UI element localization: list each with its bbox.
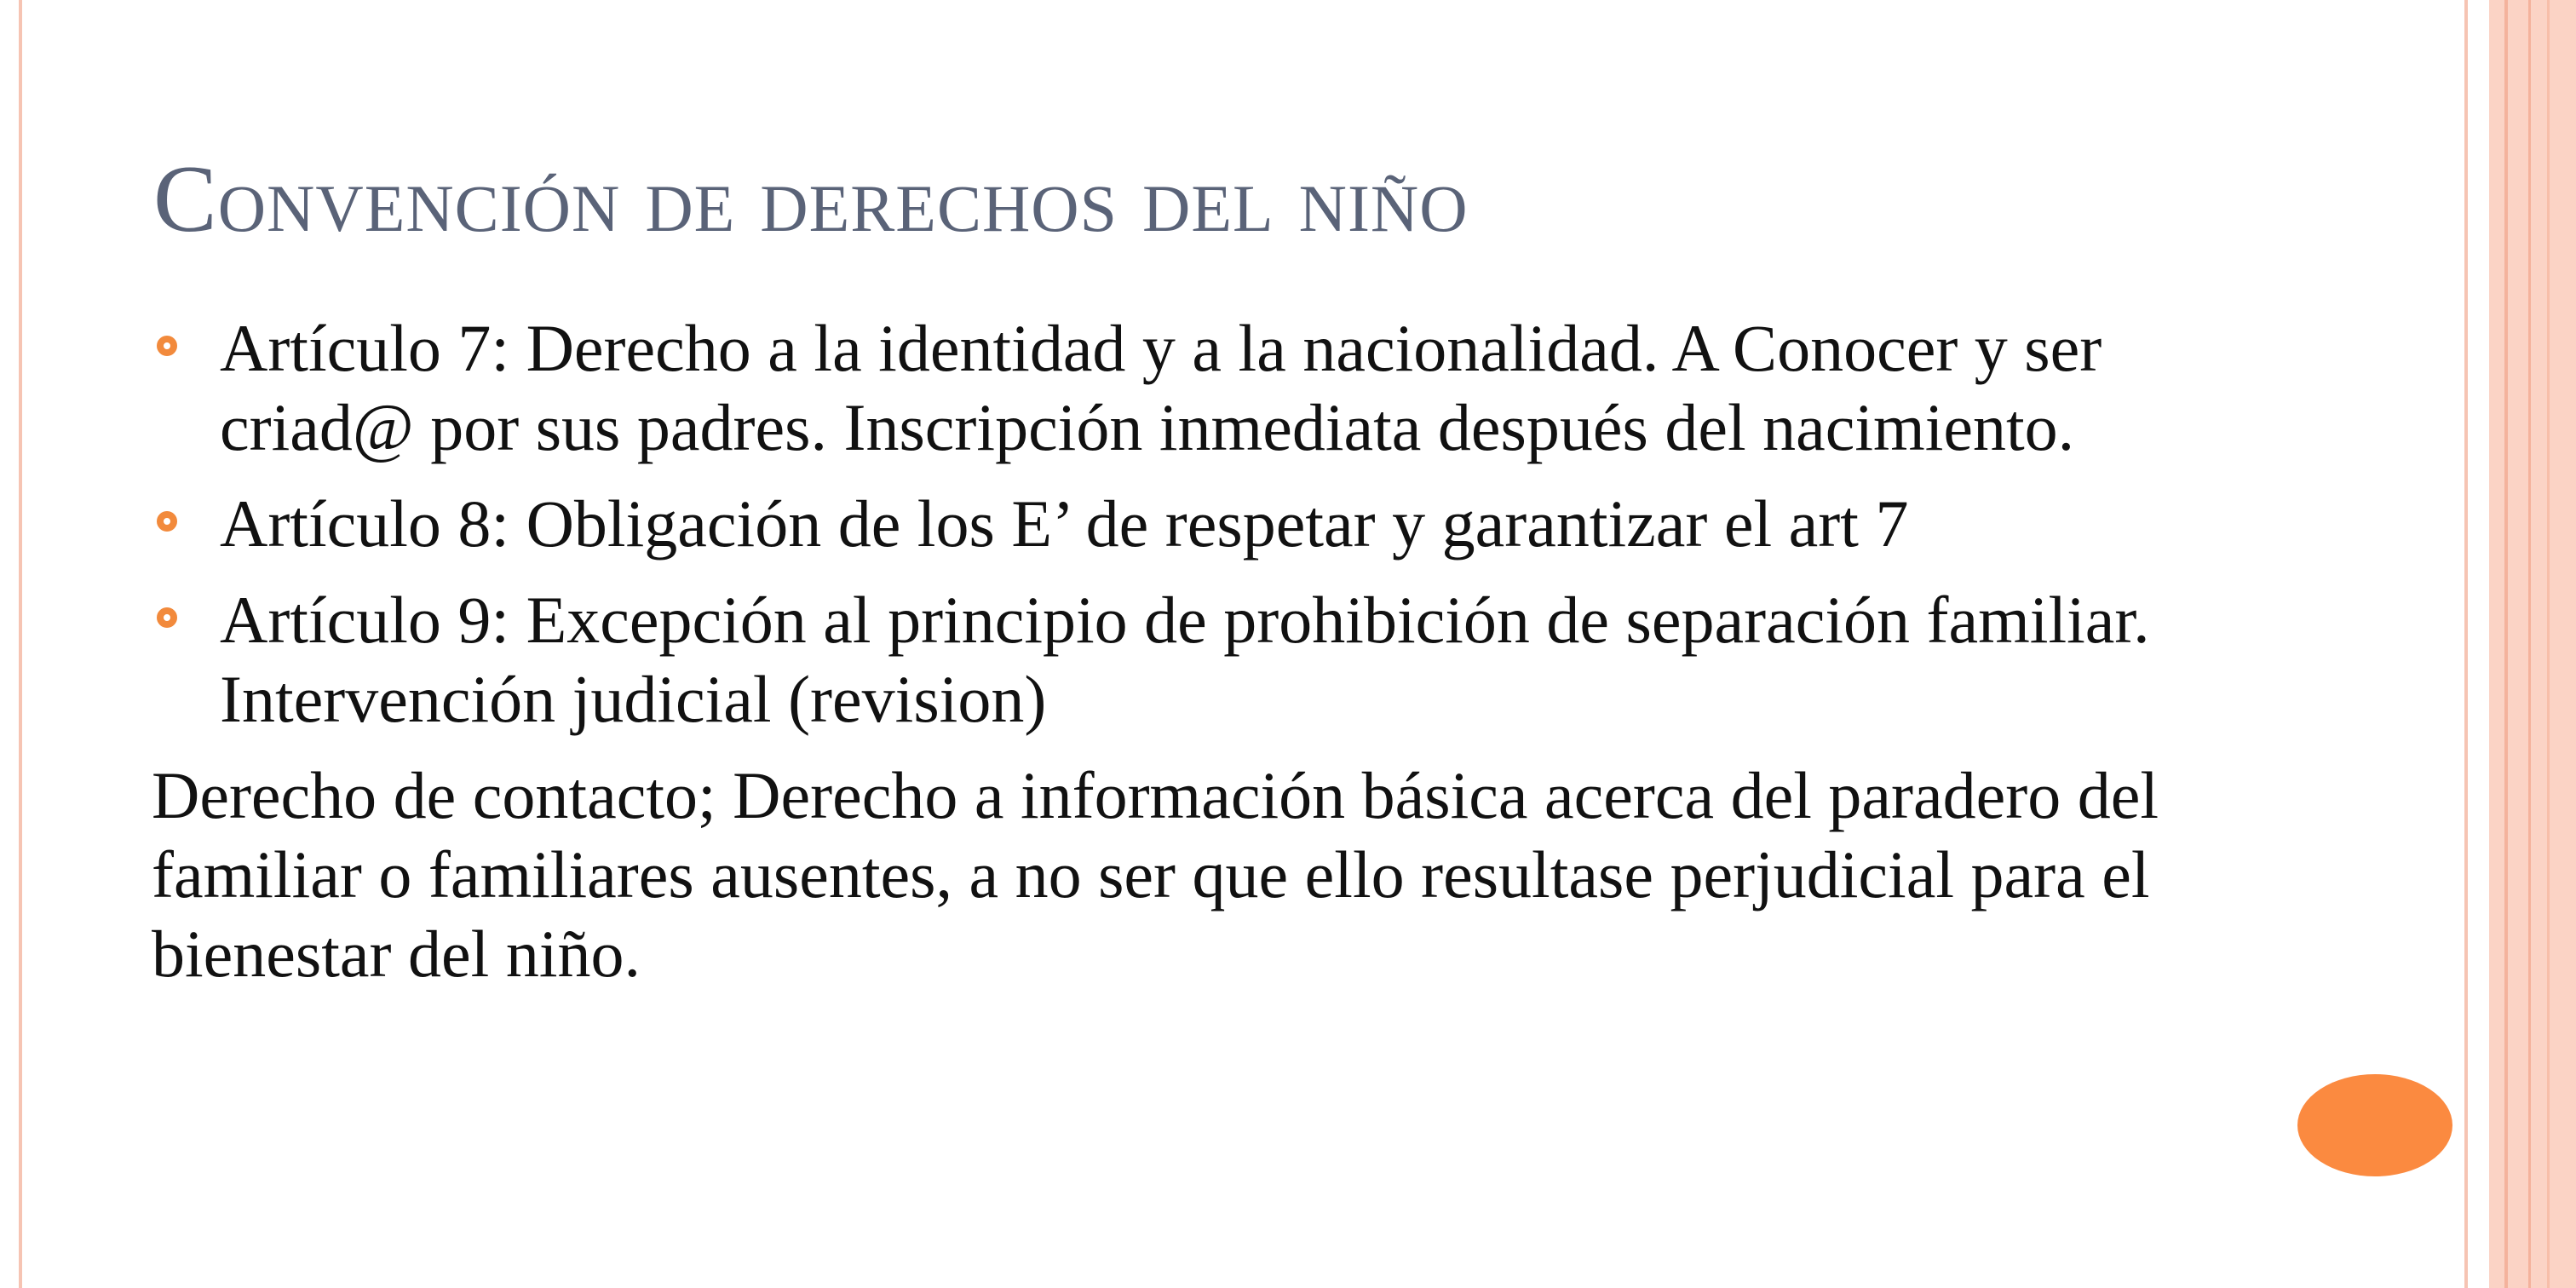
orange-oval-decoration — [2297, 1074, 2452, 1176]
right-stripe — [2547, 0, 2550, 1288]
left-border-line — [19, 0, 22, 1288]
ring-bullet-icon — [157, 511, 177, 532]
ring-bullet-icon — [157, 336, 177, 356]
bullet-item — [152, 484, 2247, 563]
body-paragraph: Derecho de contacto; Derecho a información básica acerca del paradero del familiar o familiares ausentes, a no ser que ello resultase perjudicial para el bienestar del niño. — [152, 758, 2159, 991]
right-stripe — [2528, 0, 2531, 1288]
bullet-text: Artículo 8: Obligación de los E’ de respetar y garantizar el art 7 — [220, 486, 1909, 561]
bullet-text: Artículo 7: Derecho a la identidad y a la nacionalidad. A Conocer y ser criad@ por sus padres. Inscripción inmediata después del nacimiento. — [220, 311, 2102, 464]
bullet-text: Artículo 9: Excepción al principio de prohibición de separación familiar. Intervención judicial (revision) — [220, 583, 2150, 736]
bullet-item — [152, 308, 2247, 467]
ring-bullet-icon — [157, 607, 177, 628]
right-border-line — [2464, 0, 2468, 1288]
bullet-item — [152, 580, 2247, 739]
right-decorative-band — [2489, 0, 2576, 1288]
slide-title: Convención de derechos del niño — [153, 147, 1469, 252]
right-stripe — [2504, 0, 2508, 1288]
slide-content — [152, 308, 2247, 993]
